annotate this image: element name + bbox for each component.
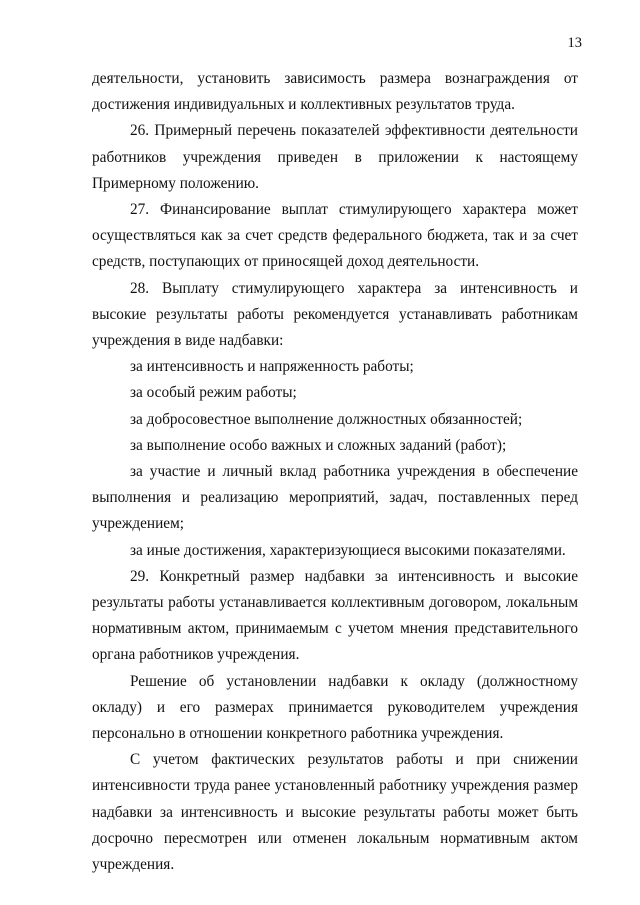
list-item-other-achievements: за иные достижения, характеризующиеся высокими показателями. [130, 541, 566, 559]
paragraph-revision: С учетом фактических результатов работы и при снижении интенсивности труда ранее установленный работнику учреждения размер надбавки за интенсивность и высокие результаты работы может быть досрочно пересмотрен или отменен локальным нормативным актом учреждения. [92, 751, 578, 874]
page-number: 13 [567, 35, 582, 51]
list-item-important-tasks: за выполнение особо важных и сложных заданий (работ); [130, 436, 507, 454]
paragraph-28: 28. Выплату стимулирующего характера за интенсивность и высокие результаты работы рекомендуется устанавливать работникам учреждения в виде надбавки: [92, 279, 578, 350]
list-item-intensity: за интенсивность и напряженность работы; [130, 358, 414, 376]
list-item-special-regime: за особый режим работы; [130, 384, 297, 402]
list-item-conscientious: за добросовестное выполнение должностных обязанностей; [130, 410, 523, 428]
paragraph-continuation: деятельности, установить зависимость размера вознаграждения от достижения индивидуальных и коллективных результатов труда. [92, 70, 578, 114]
paragraph-decision: Решение об установлении надбавки к окладу (должностному окладу) и его размерах принимается руководителем учреждения персонально в отношении конкретного работника учреждения. [92, 672, 578, 743]
paragraph-27: 27. Финансирование выплат стимулирующего характера может осуществляться как за счет средств федерального бюджета, так и за счет средств, поступающих от приносящей доход деятельности. [92, 201, 578, 271]
paragraph-26: 26. Примерный перечень показателей эффективности деятельности работников учреждения приведен в приложении к настоящему Примерному положению. [92, 122, 578, 192]
page-body [92, 66, 578, 878]
paragraph-29: 29. Конкретный размер надбавки за интенсивность и высокие результаты работы устанавливается коллективным договором, локальным нормативным актом, принимаемым с учетом мнения представительного органа работников учреждения. [92, 567, 578, 664]
list-item-participation: за участие и личный вклад работника учреждения в обеспечение выполнения и реализацию мероприятий, задач, поставленных перед учреждением; [92, 463, 578, 533]
